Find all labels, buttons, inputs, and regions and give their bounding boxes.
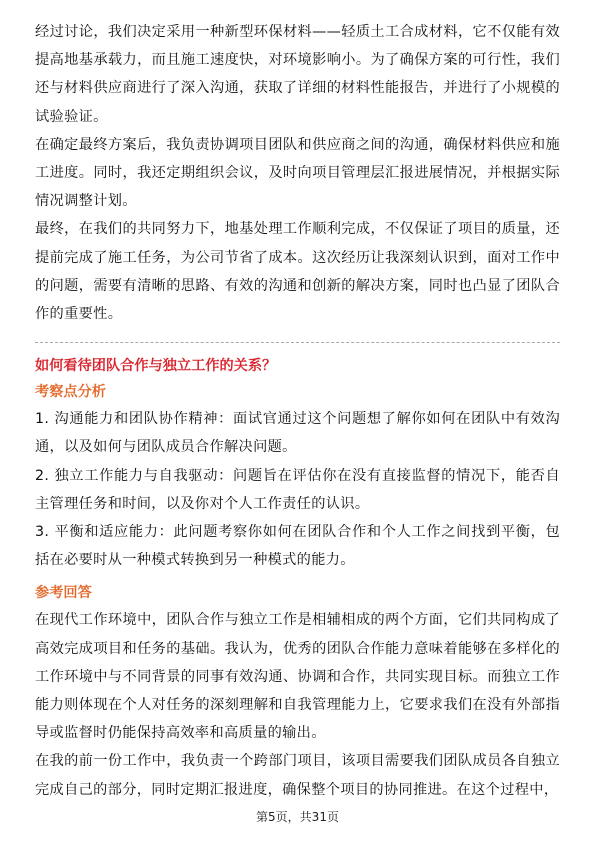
page-number: 第5页，共31页 xyxy=(256,810,339,824)
body-paragraph: 最终，在我们的共同努力下，地基处理工作顺利完成，不仅保证了项目的质量，还提前完成了施工任务，为公司节省了成本。这次经历让我深刻认识到，面对工作中的问题，需要有清晰的思路、有效的沟通和创新的解决方案，同时也凸显了团队合作的重要性。 xyxy=(35,221,560,323)
reference-paragraph: 在我的前一份工作中，我负责一个跨部门项目，该项目需要我们团队成员各自独立完成自己的部分，同时定期汇报进度，确保整个项目的协同推进。在这个过程中， xyxy=(35,753,560,798)
analysis-item: 1. 沟通能力和团队协作精神：面试官通过这个问题想了解你如何在团队中有效沟通，以及如何与团队成员合作解决问题。 xyxy=(35,411,560,456)
reference-answer-heading: 参考回答 xyxy=(35,585,92,602)
body-paragraph: 在确定最终方案后，我负责协调项目团队和供应商之间的沟通，确保材料供应和施工进度。同时，我还定期组织会议，及时向项目管理层汇报进展情况，并根据实际情况调整计划。 xyxy=(35,136,560,210)
body-paragraph: 经过讨论，我们决定采用一种新型环保材料——轻质土工合成材料，它不仅能有效提高地基承载力，而且施工速度快，对环境影响小。为了确保方案的可行性，我们还与材料供应商进行了深入沟通，获取了详细的材料性能报告，并进行了小规模的试验验证。 xyxy=(35,24,560,125)
section-divider xyxy=(35,342,560,343)
analysis-item: 2. 独立工作能力与自我驱动：问题旨在评估你在没有直接监督的情况下，能否自主管理任务和时间，以及你对个人工作责任的认识。 xyxy=(35,467,560,512)
analysis-heading: 考察点分析 xyxy=(35,384,106,401)
analysis-item: 3. 平衡和适应能力：此问题考察你如何在团队合作和个人工作之间找到平衡，包括在必要时从一种模式转换到另一种模式的能力。 xyxy=(35,524,560,569)
question-heading: 如何看待团队合作与独立工作的关系？ xyxy=(35,358,277,375)
reference-paragraph: 在现代工作环境中，团队合作与独立工作是相辅相成的两个方面，它们共同构成了高效完成项目和任务的基础。我认为，优秀的团队合作能力意味着能够在多样化的工作环境中与不同背景的同事有效沟通、协调和合作，共同实现目标。而独立工作能力则体现在个人对任务的深刻理解和自我管理能力上，它要求我们在没有外部指导或监督时仍能保持高效率和高质量的输出。 xyxy=(35,612,560,742)
document-body xyxy=(35,18,560,804)
